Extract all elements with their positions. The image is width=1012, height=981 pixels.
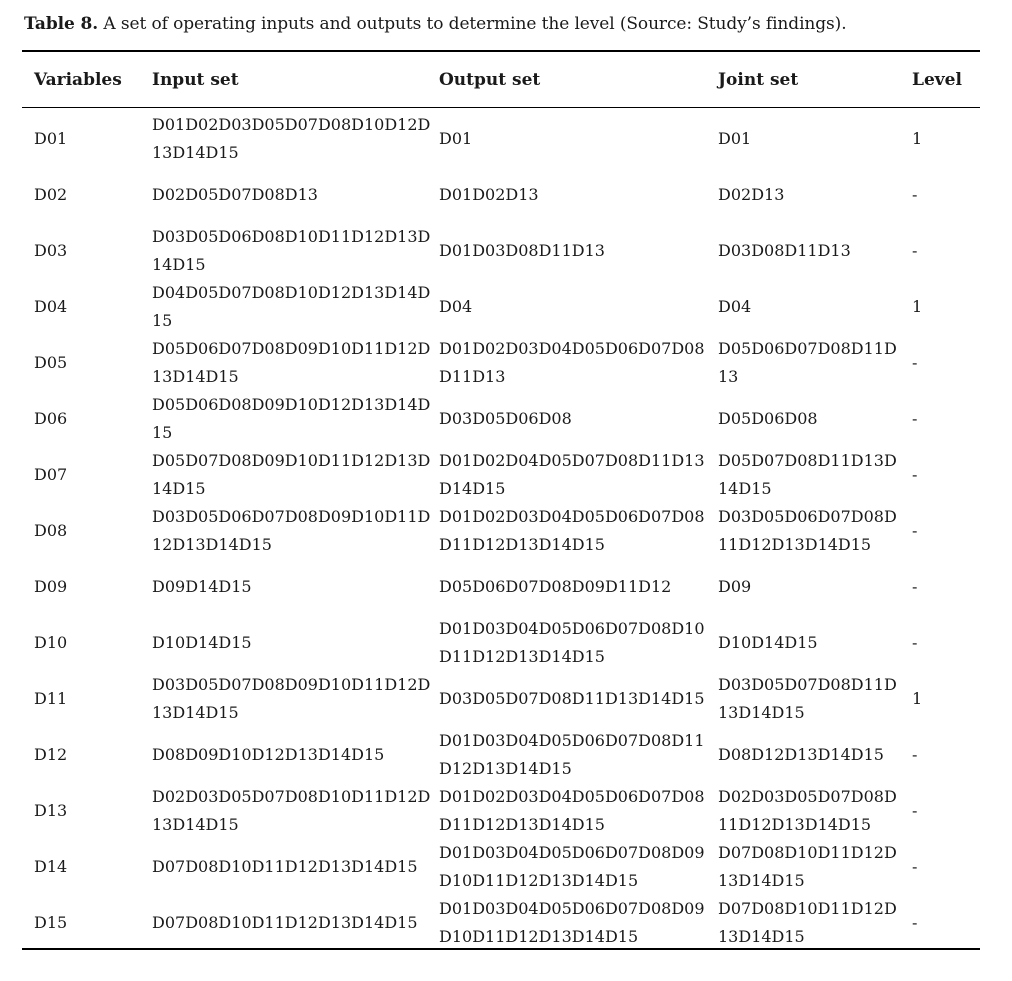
level-cell: - [912, 745, 918, 764]
output-set-cell: D01D02D03D04D05D06D07D08D11D12D13D14D15 [439, 787, 705, 834]
table-row [22, 727, 980, 783]
joint-set-cell: D03D05D06D07D08D11D12D13D14D15 [718, 507, 897, 554]
input-set-cell: D05D06D07D08D09D10D11D12D13D14D15 [152, 339, 431, 386]
header-joint-set: Joint set [718, 69, 799, 90]
level-cell: - [912, 913, 918, 932]
joint-set-cell: D07D08D10D11D12D13D14D15 [718, 899, 897, 946]
header-level: Level [912, 69, 962, 90]
table-body [22, 107, 980, 951]
output-set-cell: D05D06D07D08D09D11D12 [439, 577, 672, 596]
joint-set-cell: D05D07D08D11D13D14D15 [718, 451, 897, 498]
output-set-cell: D01D03D04D05D06D07D08D09D10D11D12D13D14D15 [439, 843, 705, 890]
joint-set-cell: D01 [718, 129, 752, 148]
output-set-cell: D01D03D04D05D06D07D08D11D12D13D14D15 [439, 731, 705, 778]
joint-set-cell: D02D03D05D07D08D11D12D13D14D15 [718, 787, 897, 834]
input-set-cell: D07D08D10D11D12D13D14D15 [152, 913, 418, 932]
table-row [22, 279, 980, 335]
table-row [22, 503, 980, 559]
level-cell: 1 [912, 129, 923, 148]
table-caption-label: Table 8. [24, 14, 99, 34]
output-set-cell: D01D02D03D04D05D06D07D08D11D12D13D14D15 [439, 507, 705, 554]
input-set-cell: D08D09D10D12D13D14D15 [152, 745, 385, 764]
table-row [22, 223, 980, 279]
joint-set-cell: D03D05D07D08D11D13D14D15 [718, 675, 897, 722]
input-set-cell: D05D06D08D09D10D12D13D14D15 [152, 395, 431, 442]
table-row [22, 615, 980, 671]
level-cell: - [912, 185, 918, 204]
levels-table [22, 52, 980, 951]
variable-cell: D15 [34, 913, 68, 932]
level-cell: - [912, 577, 918, 596]
output-set-cell: D01D03D08D11D13 [439, 241, 605, 260]
input-set-cell: D07D08D10D11D12D13D14D15 [152, 857, 418, 876]
output-set-cell: D04 [439, 297, 473, 316]
variable-cell: D02 [34, 185, 68, 204]
output-set-cell: D03D05D07D08D11D13D14D15 [439, 689, 705, 708]
table-row [22, 391, 980, 447]
header-input-set: Input set [152, 69, 239, 90]
level-cell: - [912, 465, 918, 484]
input-set-cell: D02D03D05D07D08D10D11D12D13D14D15 [152, 787, 431, 834]
input-set-cell: D03D05D06D08D10D11D12D13D14D15 [152, 227, 431, 274]
output-set-cell: D01D02D13 [439, 185, 539, 204]
input-set-cell: D01D02D03D05D07D08D10D12D13D14D15 [152, 115, 431, 162]
table-row [22, 167, 980, 223]
variable-cell: D04 [34, 297, 68, 316]
joint-set-cell: D09 [718, 577, 752, 596]
level-cell: - [912, 353, 918, 372]
joint-set-cell: D08D12D13D14D15 [718, 745, 884, 764]
table-row [22, 839, 980, 895]
level-cell: - [912, 857, 918, 876]
input-set-cell: D03D05D07D08D09D10D11D12D13D14D15 [152, 675, 431, 722]
table-header-row [22, 52, 980, 107]
header-output-set: Output set [439, 69, 541, 90]
table-row [22, 335, 980, 391]
variable-cell: D12 [34, 745, 68, 764]
joint-set-cell: D03D08D11D13 [718, 241, 851, 260]
joint-set-cell: D05D06D07D08D11D13 [718, 339, 897, 386]
table-caption-text: A set of operating inputs and outputs to determine the level (Source: Study’s findings). [98, 14, 847, 34]
table-row [22, 671, 980, 727]
level-cell: - [912, 633, 918, 652]
input-set-cell: D05D07D08D09D10D11D12D13D14D15 [152, 451, 431, 498]
variable-cell: D14 [34, 857, 68, 876]
joint-set-cell: D10D14D15 [718, 633, 818, 652]
level-cell: 1 [912, 297, 923, 316]
output-set-cell: D01D02D03D04D05D06D07D08D11D13 [439, 339, 705, 386]
input-set-cell: D04D05D07D08D10D12D13D14D15 [152, 283, 431, 330]
output-set-cell: D01D03D04D05D06D07D08D10D11D12D13D14D15 [439, 619, 705, 666]
output-set-cell: D01D02D04D05D07D08D11D13D14D15 [439, 451, 705, 498]
table-caption [24, 14, 847, 34]
level-cell: - [912, 801, 918, 820]
joint-set-cell: D07D08D10D11D12D13D14D15 [718, 843, 897, 890]
variable-cell: D01 [34, 129, 68, 148]
output-set-cell: D01D03D04D05D06D07D08D09D10D11D12D13D14D15 [439, 899, 705, 946]
joint-set-cell: D02D13 [718, 185, 785, 204]
table-row [22, 559, 980, 615]
variable-cell: D06 [34, 409, 68, 428]
joint-set-cell: D05D06D08 [718, 409, 818, 428]
joint-set-cell: D04 [718, 297, 752, 316]
table-row [22, 447, 980, 503]
header-variables: Variables [34, 69, 122, 90]
table-row [22, 895, 980, 951]
table-row [22, 783, 980, 839]
variable-cell: D13 [34, 801, 68, 820]
input-set-cell: D09D14D15 [152, 577, 252, 596]
variable-cell: D05 [34, 353, 68, 372]
level-cell: - [912, 409, 918, 428]
input-set-cell: D03D05D06D07D08D09D10D11D12D13D14D15 [152, 507, 431, 554]
variable-cell: D10 [34, 633, 68, 652]
variable-cell: D09 [34, 577, 68, 596]
variable-cell: D07 [34, 465, 68, 484]
variable-cell: D03 [34, 241, 68, 260]
level-cell: 1 [912, 689, 923, 708]
input-set-cell: D10D14D15 [152, 633, 252, 652]
table-row [22, 107, 980, 167]
variable-cell: D11 [34, 689, 68, 708]
output-set-cell: D01 [439, 129, 473, 148]
variable-cell: D08 [34, 521, 68, 540]
input-set-cell: D02D05D07D08D13 [152, 185, 318, 204]
level-cell: - [912, 521, 918, 540]
level-cell: - [912, 241, 918, 260]
output-set-cell: D03D05D06D08 [439, 409, 572, 428]
